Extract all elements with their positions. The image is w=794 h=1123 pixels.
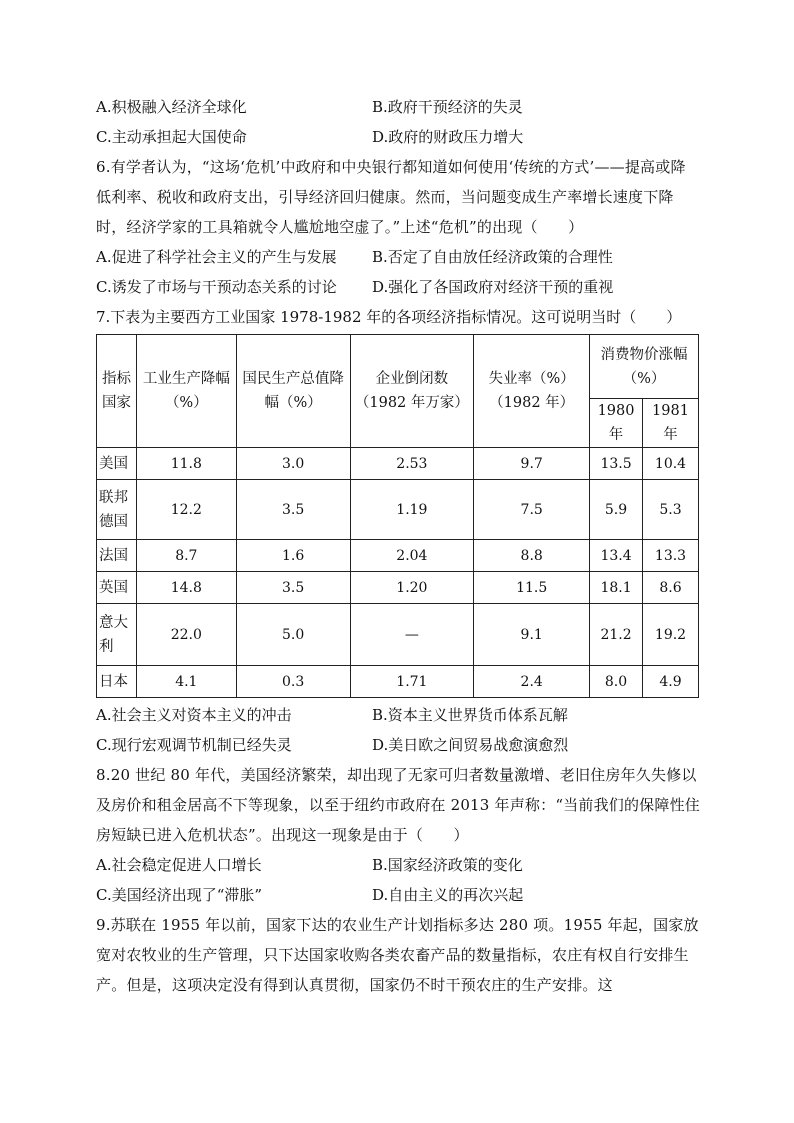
cell-bankrupt: 1.20 <box>350 572 474 604</box>
header-country-label: 国家 <box>101 395 131 411</box>
cell-bankrupt: 2.04 <box>350 540 474 572</box>
q6-options-row-1 <box>96 242 700 272</box>
q5-option-a[interactable]: A.积极融入经济全球化 <box>96 98 247 116</box>
cell-unemp: 9.1 <box>474 604 590 666</box>
header-industry: 工业生产降幅（%） <box>136 335 236 448</box>
q8-options-row-2 <box>96 880 700 910</box>
header-gnp: 国民生产总值降幅（%） <box>236 335 350 448</box>
cell-cpi1980: 13.4 <box>590 540 643 572</box>
header-bankrupt-line1: 企业倒闭数 <box>375 371 449 387</box>
cell-bankrupt: 2.53 <box>350 448 474 480</box>
cell-industry: 22.0 <box>136 604 236 666</box>
cell-bankrupt: — <box>350 604 474 666</box>
cell-gnp: 1.6 <box>236 540 350 572</box>
cell-unemp: 7.5 <box>474 480 590 540</box>
cell-cpi1981: 13.3 <box>643 540 699 572</box>
cell-unemp: 8.8 <box>474 540 590 572</box>
cell-industry: 14.8 <box>136 572 236 604</box>
cell-cpi1981: 8.6 <box>643 572 699 604</box>
cell-country: 联邦德国 <box>97 480 137 540</box>
q7-options-row-2 <box>96 730 700 760</box>
q6-option-c[interactable]: C.诱发了市场与干预动态关系的讨论 <box>96 278 337 296</box>
q8-option-a[interactable]: A.社会稳定促进人口增长 <box>96 856 262 874</box>
table-row <box>97 480 699 540</box>
q8-option-d[interactable]: D.自由主义的再次兴起 <box>372 886 524 904</box>
q6-option-a[interactable]: A.促进了科学社会主义的产生与发展 <box>96 248 337 266</box>
q5-options-row-1 <box>96 92 700 122</box>
cell-bankrupt: 1.19 <box>350 480 474 540</box>
cell-industry: 12.2 <box>136 480 236 540</box>
cell-cpi1980: 13.5 <box>590 448 643 480</box>
cell-gnp: 3.5 <box>236 480 350 540</box>
q5-option-c[interactable]: C.主动承担起大国使命 <box>96 128 247 146</box>
table-row <box>97 572 699 604</box>
cell-cpi1981: 4.9 <box>643 666 699 698</box>
cell-cpi1980: 5.9 <box>590 480 643 540</box>
table-row <box>97 540 699 572</box>
header-bankrupt <box>350 335 474 448</box>
q7-stem: 7.下表为主要西方工业国家 1978-1982 年的各项经济指标情况。这可说明当时（ ） <box>96 308 682 326</box>
q7-option-d[interactable]: D.美日欧之间贸易战愈演愈烈 <box>372 736 569 754</box>
cell-country: 日本 <box>97 666 137 698</box>
q8-stem: 8.20 世纪 80 年代，美国经济繁荣，却出现了无家可归者数量激增、老旧住房年久失修以及房价和租金居高不下等现象，以至于纽约市政府在 2013 年声称：“当前我们的保障性住房短缺已进入危机状态”。出现这一现象是由于（ ） <box>96 766 700 844</box>
cell-cpi1980: 18.1 <box>590 572 643 604</box>
cell-cpi1981: 10.4 <box>643 448 699 480</box>
cell-unemp: 9.7 <box>474 448 590 480</box>
q7-options-row-1 <box>96 700 700 730</box>
q6-options-row-2 <box>96 272 700 302</box>
header-bankrupt-line2: （1982 年万家） <box>354 395 469 411</box>
header-unemployment-line1: 失业率（%） <box>488 371 575 387</box>
cell-country: 意大利 <box>97 604 137 666</box>
q7-option-b[interactable]: B.资本主义世界货币体系瓦解 <box>372 706 568 724</box>
header-unemployment-line2: （1982 年） <box>489 395 575 411</box>
cell-bankrupt: 1.71 <box>350 666 474 698</box>
cell-gnp: 3.5 <box>236 572 350 604</box>
table-row <box>97 604 699 666</box>
q9-stem: 9.苏联在 1955 年以前，国家下达的农业生产计划指标多达 280 项。1955 年起，国家放宽对农牧业的生产管理，只下达国家收购各类农畜产品的数量指标，农庄有权自行安排生产。但是，这项决定没有得到认真贯彻，国家仍不时干预农庄的生产安排。这 <box>96 916 699 994</box>
exam-page <box>96 92 700 1000</box>
q8-option-b[interactable]: B.国家经济政策的变化 <box>372 856 523 874</box>
cell-country: 英国 <box>97 572 137 604</box>
cell-country: 美国 <box>97 448 137 480</box>
cell-industry: 11.8 <box>136 448 236 480</box>
q7-option-c[interactable]: C.现行宏观调节机制已经失灵 <box>96 736 292 754</box>
cell-cpi1981: 19.2 <box>643 604 699 666</box>
cell-country: 法国 <box>97 540 137 572</box>
table-row <box>97 448 699 480</box>
header-corner <box>97 335 137 448</box>
q6-option-b[interactable]: B.否定了自由放任经济政策的合理性 <box>372 248 613 266</box>
q5-option-d[interactable]: D.政府的财政压力增大 <box>372 128 524 146</box>
cell-cpi1981: 5.3 <box>643 480 699 540</box>
cell-cpi1980: 8.0 <box>590 666 643 698</box>
header-cpi-1980: 1980 年 <box>590 399 643 448</box>
cell-industry: 8.7 <box>136 540 236 572</box>
q5-option-b[interactable]: B.政府干预经济的失灵 <box>372 98 523 116</box>
q5-options-row-2 <box>96 122 700 152</box>
header-indicator-label: 指标 <box>101 371 131 387</box>
economic-indicators-table <box>96 334 699 698</box>
table-row <box>97 666 699 698</box>
q6-stem: 6.有学者认为，“这场‘危机’中政府和中央银行都知道如何使用‘传统的方式’——提高或降低利率、税收和政府支出，引导经济回归健康。然而，当问题变成生产率增长速度下降时，经济学家的工具箱就令人尴尬地空虚了。”上述“危机”的出现（ ） <box>96 158 686 236</box>
cell-gnp: 5.0 <box>236 604 350 666</box>
q7-option-a[interactable]: A.社会主义对资本主义的冲击 <box>96 706 292 724</box>
cell-gnp: 0.3 <box>236 666 350 698</box>
q8-option-c[interactable]: C.美国经济出现了“滞胀” <box>96 886 263 904</box>
header-cpi: 消费物价涨幅（%） <box>590 335 699 399</box>
cell-gnp: 3.0 <box>236 448 350 480</box>
cell-unemp: 2.4 <box>474 666 590 698</box>
cell-cpi1980: 21.2 <box>590 604 643 666</box>
header-unemployment <box>474 335 590 448</box>
q6-option-d[interactable]: D.强化了各国政府对经济干预的重视 <box>372 278 614 296</box>
cell-unemp: 11.5 <box>474 572 590 604</box>
header-cpi-1981: 1981 年 <box>643 399 699 448</box>
q8-options-row-1 <box>96 850 700 880</box>
cell-industry: 4.1 <box>136 666 236 698</box>
